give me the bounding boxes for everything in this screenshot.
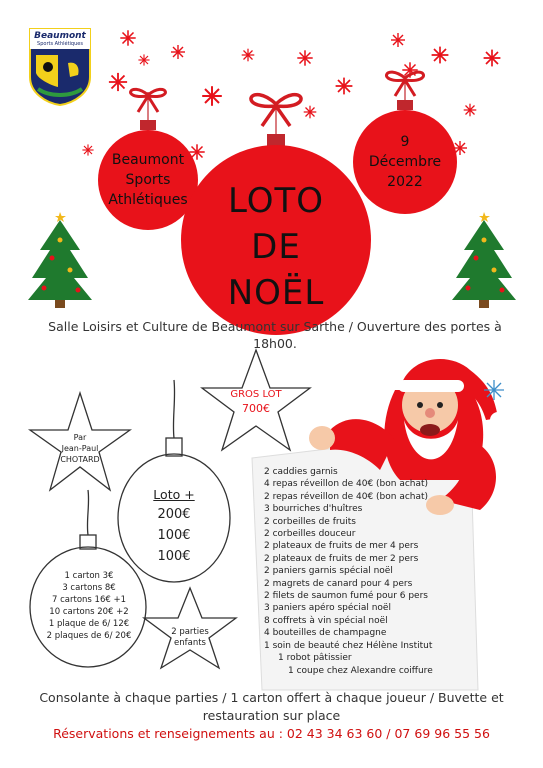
organizer-star-text bbox=[48, 432, 112, 465]
logo-title: Beaumont bbox=[34, 31, 86, 41]
christmas-tree-icon bbox=[28, 212, 92, 308]
organizer-line1: Par bbox=[73, 433, 87, 442]
prize-item: 1 robot pâtissier bbox=[278, 653, 352, 664]
event-year: 2022 bbox=[387, 174, 423, 190]
venue-info: Salle Loisirs et Culture de Beaumont sur Sarthe / Ouverture des portes à 18h00. bbox=[48, 319, 502, 351]
jackpot-label: GROS LOT bbox=[230, 389, 282, 400]
loto-plus-title: Loto + bbox=[153, 487, 195, 502]
prize-item: 2 magrets de canard pour 4 pers bbox=[264, 578, 413, 589]
price-item: 7 cartons 16€ +1 bbox=[52, 595, 126, 605]
snowflake-icon bbox=[202, 86, 222, 106]
footer-info: Consolante à chaque parties / 1 carton offert à chaque joueur / Buvette et restauration sur place bbox=[39, 690, 504, 723]
price-item: 1 plaque de 6/ 12€ bbox=[48, 619, 130, 629]
snowflake-icon bbox=[432, 47, 449, 64]
prize-item: 2 repas réveillon de 40€ (bon achat) bbox=[264, 491, 429, 502]
price-item: 2 plaques de 6/ 20€ bbox=[46, 631, 132, 641]
club-name-line1: Beaumont bbox=[111, 152, 185, 168]
kids-games-line2: enfants bbox=[174, 638, 206, 648]
event-title-line1: LOTO bbox=[227, 181, 325, 221]
snowflake-icon bbox=[297, 50, 312, 65]
loto-plus-amount-2: 100€ bbox=[157, 528, 191, 543]
event-date bbox=[360, 132, 450, 192]
prize-item: 2 plateaux de fruits de mer 2 pers bbox=[264, 553, 419, 564]
loto-plus-amount-1: 200€ bbox=[157, 507, 191, 522]
prize-item: 4 bouteilles de champagne bbox=[264, 628, 387, 639]
prize-item: 8 coffrets à vin spécial noël bbox=[264, 615, 388, 626]
snowflake-icon bbox=[82, 144, 93, 155]
organizer-line2: Jean-Paul bbox=[61, 444, 99, 453]
prize-item: 3 bourriches d'huîtres bbox=[264, 504, 363, 515]
event-title-line2: DE bbox=[251, 227, 301, 267]
prize-item: 2 corbeilles douceur bbox=[264, 529, 356, 540]
snowflake-icon bbox=[336, 78, 353, 95]
ornament-left-text bbox=[100, 150, 196, 210]
prize-item: 1 soin de beauté chez Hélène Institut bbox=[264, 640, 433, 651]
snowflake-icon bbox=[464, 104, 477, 117]
prize-item: 2 caddies garnis bbox=[264, 467, 338, 477]
loto-plus-amount-3: 100€ bbox=[157, 549, 191, 564]
snowflake-icon bbox=[391, 33, 405, 47]
organizer-line3: CHOTARD bbox=[60, 455, 100, 464]
prize-item: 2 plateaux de fruits de mer 4 pers bbox=[264, 541, 419, 552]
pricing-list bbox=[30, 570, 148, 642]
christmas-tree-icon bbox=[452, 212, 516, 308]
club-name-line2: Sports bbox=[125, 172, 171, 188]
kids-games-star-text bbox=[160, 627, 220, 649]
prize-list bbox=[264, 466, 464, 677]
jackpot-amount: 700€ bbox=[242, 402, 270, 415]
snowflake-icon bbox=[484, 50, 501, 67]
club-logo bbox=[28, 27, 92, 107]
snowflake-icon bbox=[109, 73, 127, 91]
prize-item: 4 repas réveillon de 40€ (bon achat) bbox=[264, 479, 429, 490]
kids-games-line1: 2 parties bbox=[171, 627, 209, 637]
reservation-info: Réservations et renseignements au : 02 43 34 63 60 / 07 69 96 55 56 bbox=[53, 726, 490, 741]
prize-item: 1 coupe chez Alexandre coiffure bbox=[288, 665, 433, 676]
logo-subtitle: Sports Athlétiques bbox=[37, 41, 83, 47]
snowflake-icon bbox=[171, 45, 185, 59]
prize-item: 2 paniers garnis spécial noël bbox=[264, 566, 393, 577]
event-day: 9 bbox=[400, 134, 410, 150]
snowflake-icon bbox=[304, 106, 317, 119]
club-name-line3: Athlétiques bbox=[108, 192, 188, 208]
prize-item: 3 paniers apéro spécial noël bbox=[264, 603, 391, 614]
prize-item: 2 filets de saumon fumé pour 6 pers bbox=[264, 591, 428, 602]
jackpot-star-text bbox=[222, 388, 290, 416]
snowflake-icon bbox=[242, 49, 255, 62]
price-item: 10 cartons 20€ +2 bbox=[49, 607, 129, 617]
snowflake-icon bbox=[120, 30, 135, 45]
loto-plus-box bbox=[136, 486, 212, 567]
price-item: 3 cartons 8€ bbox=[62, 583, 116, 593]
event-month: Décembre bbox=[368, 154, 442, 170]
price-item: 1 carton 3€ bbox=[64, 571, 114, 581]
event-title-line3: NOËL bbox=[227, 273, 325, 313]
prize-item: 2 corbeilles de fruits bbox=[264, 516, 356, 527]
event-title bbox=[206, 178, 346, 316]
blue-snowflake-icon bbox=[484, 380, 504, 400]
snowflake-icon bbox=[138, 54, 149, 65]
